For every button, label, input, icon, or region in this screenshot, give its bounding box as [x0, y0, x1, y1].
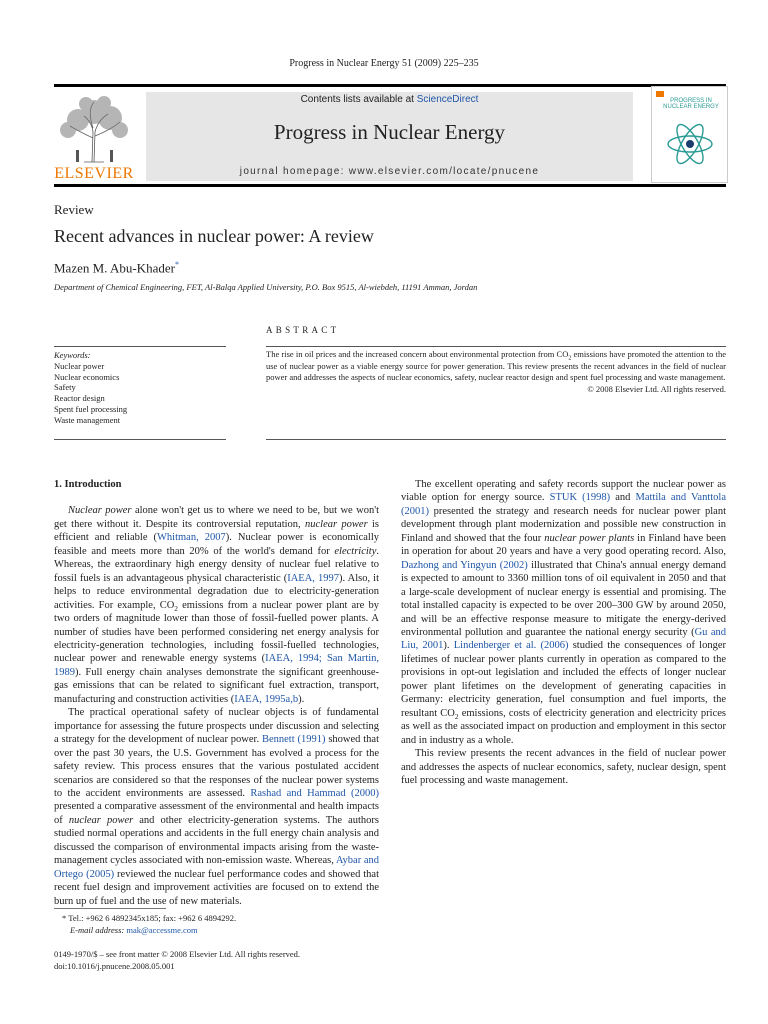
journal-homepage[interactable]: journal homepage: www.elsevier.com/locate/pnucene [239, 166, 540, 177]
text-run: reviewed the nuclear fuel performance codes and showed that recent fuel design and improvement activities are focused on to extend the burn up of fuel and the use of new materials. [54, 868, 379, 907]
cover-elsevier-mark [656, 91, 664, 97]
author-affiliation: Department of Chemical Engineering, FET, Al-Balqa Applied University, P.O. Box 9515, Al-wiebdeh, 11191 Amman, Jordan [54, 282, 478, 292]
contents-line [146, 94, 633, 105]
email-label: E-mail address: [70, 925, 127, 935]
emphasis: electricity [334, 545, 377, 557]
text-run: presented the strategy and research needs for nuclear power plant development through plant modernization and possible new construction in Finland and showed that the four [401, 505, 726, 544]
section-heading-introduction: 1. Introduction [54, 479, 122, 490]
text-run: illustrated that China's annual energy demand is expected to amount to 3360 million tons of oil equivalent in 2050 and that a large-scale development of nuclear energy is essential and promising. The total installed capacity is expected to be over 200–300 GW by around 2050, and will be an effective response measure to mitigate the energy-derived environmental pollution and guarantee the national energy security ( [401, 559, 726, 638]
keyword-item: Spent fuel processing [54, 403, 128, 414]
keyword-item: Waste management [54, 414, 121, 425]
email-link[interactable]: mak@accessme.com [126, 925, 198, 935]
article-type: Review [54, 202, 94, 217]
citation-link[interactable]: Lindenberger et al. (2006) [453, 640, 569, 652]
text-run: The excellent operating and safety records support the nuclear power as viable option for energy source. [401, 479, 726, 504]
emphasis: nuclear power plants [544, 532, 635, 544]
author-name[interactable]: Mazen M. Abu-Khader [54, 260, 175, 276]
citation-link[interactable]: Dazhong and Yingyun (2002) [401, 559, 528, 571]
body-paragraph [401, 747, 726, 787]
doi-line[interactable]: doi:10.1016/j.pnucene.2008.05.001 [54, 961, 175, 971]
emphasis: nuclear power [68, 814, 134, 826]
keyword-item: Nuclear economics [54, 371, 120, 382]
keywords-label: Keywords: [54, 350, 91, 360]
text-run: . Whereas, the extraordinary high energy density of nuclear fuel relative to fossil fuels is an advantageous physical characteristic ( [54, 545, 379, 584]
citation-link[interactable]: IAEA, 1995a,b [234, 693, 299, 705]
emphasis: Nuclear power [68, 505, 132, 517]
body-column-right [401, 478, 726, 787]
text-run: alone won't get us to where we need to be, but we won't get there without it. Despite its controversial reputation, [54, 505, 380, 530]
sciencedirect-link[interactable]: ScienceDirect [416, 94, 479, 105]
text-run: presented a comparative assessment of the environmental and health impacts of [54, 801, 379, 826]
keyword-item: Reactor design [54, 393, 105, 404]
keywords-bottom-rule [54, 439, 226, 440]
footnote-mark: * [62, 913, 67, 923]
abstract-text-part: The rise in oil prices and the increased concern about environmental protection from CO [266, 349, 569, 359]
footnote-email [70, 925, 198, 935]
abstract-text [266, 349, 726, 395]
text-run: ). Also, it helps to reduce environmental degradation due to electricity-generation activities. For example, CO [54, 572, 379, 611]
citation-link[interactable]: IAEA, 1997 [287, 572, 339, 584]
abstract-heading: ABSTRACT [266, 325, 340, 335]
header-top-rule [54, 84, 726, 87]
text-run: and other electricity-generation systems. The authors studied normal operations and accidents in the full energy chain analysis and discussed the comparison of environmental impacts arising from the waste-management cycles associated with non-emission waste. Whereas, [54, 814, 379, 867]
text-run: ). Full energy chain analyses demonstrate the significant greenhouse-gas emissions that can be related to significant fuel extraction, transport, manufacturing and construction activities ( [54, 666, 379, 705]
citation-link[interactable]: Bennett (1991) [261, 734, 326, 746]
abstract-subscript: 2 [568, 355, 572, 362]
author-line [54, 260, 179, 276]
body-paragraph [54, 706, 379, 908]
abstract-text-part: emissions have promoted the attention to the use of nuclear power as a viable energy source for power generation. This review presents the recent advances in the field of nuclear power and addresses the aspects of nuclear economics, safety, nuclear reactor design and spent fuel processing and waste management. [266, 349, 726, 383]
abstract-bottom-rule [266, 439, 726, 440]
text-run: emissions, costs of electricity generation and electricity prices as well as the associated impact on production and employment in this sector and in industry as a whole. [401, 707, 726, 746]
keywords-block [54, 350, 127, 426]
journal-title: Progress in Nuclear Energy [273, 120, 506, 144]
emphasis: nuclear power [305, 518, 368, 530]
author-footnote-mark[interactable]: * [174, 260, 179, 269]
publisher-name: ELSEVIER [54, 165, 134, 182]
citation-link[interactable]: Rashad and Hammad (2000) [250, 787, 379, 799]
citation-link[interactable]: IAEA, 1994; San Martin, 1989 [54, 653, 379, 678]
citation-link[interactable]: Whitman, 2007 [157, 532, 226, 544]
copyright-line: © 2008 Elsevier Ltd. All rights reserved. [587, 383, 726, 394]
text-run: emissions from a nuclear power plant are by two orders of magnitude lower than those of fossil-fuelled power plants. A number of studies have been performed considering net energy analysis for electricity-generation technologies, including fossil-fuelled technologies, nuclear power and renewable energy systems ( [54, 599, 379, 665]
cover-title: PROGRESS IN NUCLEAR ENERGY [663, 98, 719, 110]
body-paragraph [401, 478, 726, 747]
text-run: ). [298, 693, 305, 705]
citation-link[interactable]: STUK (1998) [549, 492, 611, 504]
keyword-item: Safety [54, 382, 76, 393]
text-run: ). [443, 640, 454, 652]
text-run: in Finland have been in operation for about 20 years and have a very good operating record. Also, [401, 532, 726, 558]
issn-line: 0149-1970/$ – see front matter © 2008 Elsevier Ltd. All rights reserved. [54, 949, 301, 959]
atom-icon [665, 119, 715, 169]
footnote-rule [54, 908, 166, 909]
text-run: studied the consequences of longer lifetimes of nuclear power plants currently in operation as compared to the provisions in opt-out legislation and included the effects of longer nuclear power plant lifetimes on the development of generating capacities in Germany: electricity generation, fuel consumption and fuel imports, the resultant CO [401, 640, 726, 719]
keyword-item: Nuclear power [54, 360, 105, 371]
journal-citation: Progress in Nuclear Energy 51 (2009) 225–235 [289, 58, 479, 69]
elsevier-tree-logo [54, 92, 134, 164]
text-run: This review presents the recent advances in the field of nuclear power and addresses the aspects of nuclear economics, safety, nuclear design, spent fuel processing and waste management. [401, 748, 726, 786]
footnote-contact [62, 913, 236, 923]
body-paragraph [54, 504, 379, 706]
body-column-left [54, 478, 379, 914]
text-run: ). Nuclear power is economically feasible and meets more than 20% of the world's demand for [54, 532, 379, 557]
text-run: The practical operational safety of nuclear objects is of fundamental importance for assessing the future prospects under discussion and selecting a strategy for the development of nuclear power. [54, 707, 379, 746]
text-run: is efficient and reliable ( [54, 518, 379, 544]
header-bottom-rule [54, 184, 726, 187]
keywords-top-rule [54, 346, 226, 347]
citation-link[interactable]: Mattila and Vanttola (2001) [401, 492, 726, 517]
article-title: Recent advances in nuclear power: A review [54, 226, 374, 246]
citation-link[interactable]: Gu and Liu, 2001 [401, 626, 726, 652]
subscript: 2 [454, 711, 459, 721]
text-run: and [610, 492, 636, 504]
abstract-top-rule [266, 346, 726, 347]
contents-prefix: Contents lists available at [300, 94, 417, 105]
subscript: 2 [174, 603, 178, 613]
footnote-tel: Tel.: +962 6 4892345x185; fax: +962 6 4894292. [66, 913, 237, 923]
journal-cover-thumbnail [651, 86, 728, 183]
text-run: showed that over the past 30 years, the U.S. Government has evolved a process for the safety review. This process ensures that the various postulated accident scenarios are considered so that the responses of the nuclear power systems to the accident environments are assessed. [54, 734, 379, 799]
citation-link[interactable]: Aybar and Ortego (2005) [54, 855, 380, 880]
